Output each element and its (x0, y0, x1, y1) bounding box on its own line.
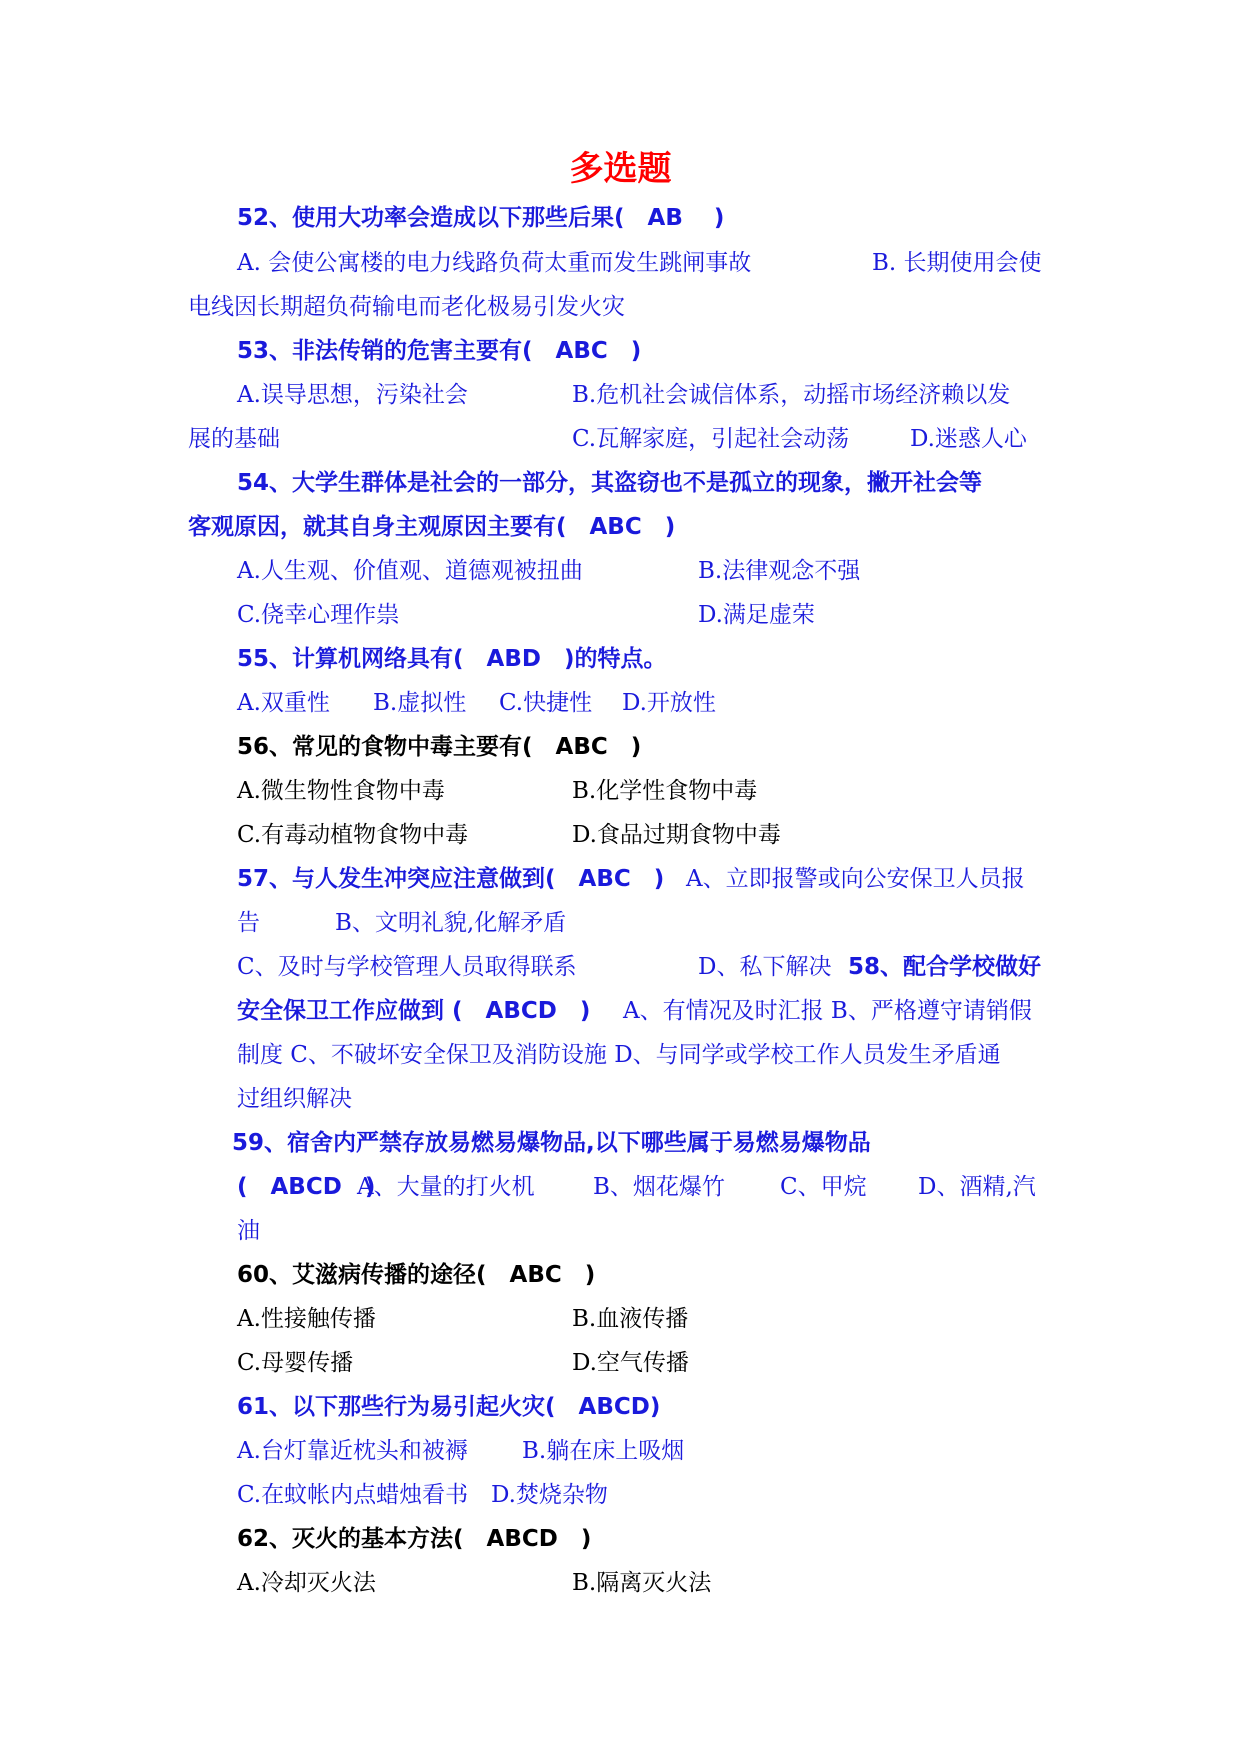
q62-option-a: A.冷却灭火法 (237, 1570, 376, 1596)
q54-option-c: C.侥幸心理作祟 (237, 602, 400, 628)
q59-option-a: A、大量的打火机 (357, 1174, 535, 1200)
question-58-line2: 安全保卫工作应做到 ( ABCD ) (237, 998, 591, 1024)
q58-options-line2: 制度 C、不破坏安全保卫及消防设施 D、与同学或学校工作人员发生矛盾通 (237, 1042, 1001, 1068)
q57-option-a-line1: A、立即报警或向公安保卫人员报 (686, 866, 1025, 892)
q57-option-a-line2: 告 (237, 910, 260, 936)
q54-option-b: B.法律观念不强 (698, 558, 861, 584)
q57-option-d: D、私下解决 (698, 954, 832, 980)
q55-option-d: D.开放性 (622, 690, 716, 716)
q55-option-a: A.双重性 (237, 690, 330, 716)
q59-option-d-line1: D、酒精,汽 (918, 1174, 1036, 1200)
q58-options-line3: 过组织解决 (237, 1086, 352, 1112)
q61-option-c: C.在蚊帐内点蜡烛看书 (237, 1482, 469, 1508)
q57-option-c: C、及时与学校管理人员取得联系 (237, 954, 577, 980)
q52-option-a: A. 会使公寓楼的电力线路负荷太重而发生跳闸事故 (237, 250, 752, 276)
q57-option-b: B、文明礼貌,化解矛盾 (335, 910, 567, 936)
question-59: 59、宿舍内严禁存放易燃易爆物品,以下哪些属于易燃易爆物品 (232, 1130, 871, 1156)
question-54-line2: 客观原因，就其自身主观原因主要有( ABC ) (188, 514, 676, 540)
q53-option-d: D.迷惑人心 (910, 426, 1027, 452)
q55-option-c: C.快捷性 (499, 690, 593, 716)
q53-option-c: C.瓦解家庭，引起社会动荡 (572, 426, 850, 452)
question-60: 60、艾滋病传播的途径( ABC ) (237, 1262, 596, 1288)
q53-option-a: A.误导思想，污染社会 (237, 382, 468, 408)
q54-option-a: A.人生观、价值观、道德观被扭曲 (237, 558, 583, 584)
q58-options-line1: A、有情况及时汇报 B、严格遵守请销假 (623, 998, 1032, 1024)
question-54-line1: 54、大学生群体是社会的一部分，其盗窃也不是孤立的现象，撇开社会等 (237, 470, 983, 496)
question-56: 56、常见的食物中毒主要有( ABC ) (237, 734, 642, 760)
q60-option-d: D.空气传播 (572, 1350, 689, 1376)
question-57: 57、与人发生冲突应注意做到( ABC ) (237, 866, 665, 892)
q61-option-b: B.躺在床上吸烟 (522, 1438, 685, 1464)
q59-answer: ( ABCD ) (237, 1174, 376, 1200)
q55-option-b: B.虚拟性 (373, 690, 467, 716)
question-55: 55、计算机网络具有( ABD )的特点。 (237, 646, 667, 672)
q53-option-b-line1: B.危机社会诚信体系，动摇市场经济赖以发 (572, 382, 1011, 408)
q59-option-d-line2: 油 (237, 1218, 260, 1244)
question-52: 52、使用大功率会造成以下那些后果( AB ) (237, 205, 725, 231)
q60-option-b: B.血液传播 (572, 1306, 689, 1332)
q56-option-d: D.食品过期食物中毒 (572, 822, 781, 848)
q54-option-d: D.满足虚荣 (698, 602, 815, 628)
q59-option-b: B、烟花爆竹 (593, 1174, 725, 1200)
question-61: 61、以下那些行为易引起火灾( ABCD) (237, 1394, 661, 1420)
q62-option-b: B.隔离灭火法 (572, 1570, 712, 1596)
question-58-line1: 58、配合学校做好 (848, 954, 1042, 980)
q60-option-a: A.性接触传播 (237, 1306, 376, 1332)
q52-option-b-line1: B. 长期使用会使 (872, 250, 1042, 276)
q56-option-c: C.有毒动植物食物中毒 (237, 822, 469, 848)
q59-option-c: C、甲烷 (780, 1174, 867, 1200)
q53-option-b-line2: 展的基础 (188, 426, 280, 452)
page-title: 多选题 (569, 149, 672, 189)
q56-option-b: B.化学性食物中毒 (572, 778, 758, 804)
q52-option-b-line2: 电线因长期超负荷输电而老化极易引发火灾 (188, 294, 625, 320)
q56-option-a: A.微生物性食物中毒 (237, 778, 445, 804)
q60-option-c: C.母婴传播 (237, 1350, 354, 1376)
q61-option-a: A.台灯靠近枕头和被褥 (237, 1438, 468, 1464)
question-53: 53、非法传销的危害主要有( ABC ) (237, 338, 642, 364)
q61-option-d: D.焚烧杂物 (491, 1482, 608, 1508)
question-62: 62、灭火的基本方法( ABCD ) (237, 1526, 592, 1552)
